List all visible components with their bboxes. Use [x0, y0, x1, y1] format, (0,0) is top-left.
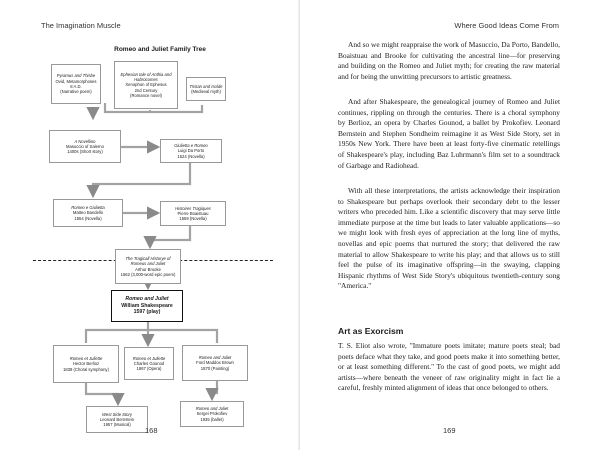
paragraph-text: And so we might reappraise the work of Masuccio, Da Porto, Bandello, Boaistuau and Brooke for cultivating the ancestral line—for preserving and building on the Romeo and Juliet myth; for creating the raw material and for being the unwitting precursors to artistic greatness. — [338, 40, 560, 81]
tree-node-masuccio — [49, 130, 121, 163]
connector-to-prokofiev — [212, 380, 217, 399]
tree-node-daporto — [160, 139, 222, 163]
node-title: Tristan and Isolde — [189, 83, 223, 89]
running-head-right: Where Good Ideas Come From — [454, 21, 559, 30]
tree-title: Romeo and Juliet Family Tree — [114, 46, 206, 53]
tree-node-tristan — [186, 77, 226, 101]
node-title: Histoires Tragiques — [175, 205, 211, 211]
connector-shakespeare-descendants — [86, 322, 217, 345]
node-line: Ovid, Metamorphoses — [55, 78, 97, 84]
node-line: Xenophon of Ephesus — [125, 82, 167, 88]
connector-daporto-bandello — [93, 162, 190, 196]
page-number-right: 169 — [443, 426, 456, 435]
node-line: 8 A.D. — [70, 84, 82, 89]
right-page — [300, 0, 600, 450]
tree-node-boaistuau — [160, 201, 226, 226]
node-line: Arthur Brooke — [135, 266, 161, 272]
running-head-left: The Imagination Muscle — [41, 21, 121, 30]
node-title: A Novellino — [74, 138, 96, 144]
tree-node-shakespeare — [111, 290, 183, 322]
paragraph-text: With all these interpretations, the artists acknowledge their inspiration to Shakespeare but perhaps overlook their secondary debt to the lesser writers who preceded him. Like a scientific discovery that may serve little immediate purpose at the time but leads to later valuable applications—so we might look with fresh eyes of appreciation at the long line of myths, novellas and epic poems that nurtured the story; that delivered the raw material to allow Shakespeare to write his play; and that allows us to still feel the pulse of its imaginative offspring—in the swaying, clapping Hispanic rhythms of West Side Story's ubiquitous twentieth-century song "America." — [338, 186, 560, 291]
node-line: 1400s (Short story) — [67, 149, 103, 155]
node-line: (Romance novel) — [130, 92, 162, 98]
paragraph — [338, 341, 560, 394]
node-line: 1867 (Opera) — [136, 366, 162, 372]
tree-node-berlioz — [53, 345, 119, 383]
tree-node-brooke — [115, 249, 181, 284]
tree-node-prokofiev — [180, 401, 244, 427]
tree-node-bandello — [53, 199, 123, 227]
node-line: Matteo Bandello — [72, 210, 104, 216]
node-line: Masuccio of Salerno — [66, 143, 104, 149]
connector-to-westside — [86, 382, 118, 404]
tree-node-ephesian — [114, 61, 178, 109]
node-title: Ephesian tale of Anthia and Habrocomes — [120, 71, 172, 83]
node-line: Ford Maddox Brown — [196, 360, 234, 366]
paragraph — [338, 97, 560, 171]
section-heading: Art as Exorcism — [338, 326, 404, 336]
tree-node-westside — [86, 406, 148, 433]
node-title: Romeo and Juliet — [125, 296, 169, 303]
node-line: Pierre Boaistuau — [177, 210, 209, 216]
node-line: 1597 (play) — [133, 309, 161, 316]
node-title: West Side Story — [102, 411, 132, 417]
paragraph — [338, 186, 560, 292]
node-line: 1839 (Choral symphony) — [63, 366, 109, 372]
node-title: Pyramus and Thisbe — [56, 73, 96, 79]
node-title: Romeo and Juliet — [198, 355, 232, 361]
node-title: Romeo et Juliette — [132, 355, 166, 361]
node-line: Luigi Da Porto — [177, 148, 205, 154]
node-line: 1559 (Novella) — [179, 216, 207, 222]
node-title: Romeo et Juliette — [69, 356, 103, 362]
paragraph-text: And after Shakespeare, the genealogical journey of Romeo and Juliet continues, rippling on through the centuries. There is a choral symphony by Berlioz, an opera by Charles Gounod, a ballet by Prokofiev. Leonard Bernstein and Stephen Sondheim reimagine it as West Side Story, set in 1950s New York. There have been at least forty-five cinematic retellings of Shakespeare's play, including Baz Luhrmann's film set to a soundtrack of Garbage and Radiohead. — [338, 97, 560, 170]
tree-node-pyramus — [51, 64, 101, 104]
node-line: (Narrative poem) — [60, 89, 92, 95]
node-line: 1957 (Musical) — [103, 422, 131, 428]
node-title: Romeo e Giulietta — [71, 205, 105, 211]
node-line: Charles Gounod — [133, 360, 165, 366]
page-number-left: 168 — [145, 426, 158, 435]
node-title: Giulietta e Romeo — [174, 143, 208, 149]
connector-boaistuau-brooke — [150, 226, 190, 247]
node-line: (Medieval myth) — [191, 89, 221, 94]
tree-node-gounod — [124, 347, 174, 380]
node-line: 1524 (Novella) — [177, 153, 205, 159]
node-line: Leonard Bernstein — [99, 416, 135, 422]
node-title: The Tragicall Historye of Romeus and Juliet — [125, 255, 171, 267]
node-title: Romeo and Juliet — [195, 406, 229, 412]
node-line: 1562 (3,000-word epic poem) — [120, 271, 176, 277]
paragraph — [338, 40, 560, 82]
node-line: 2nd Century — [134, 87, 158, 93]
paragraph-text: T. S. Eliot also wrote, "Immature poets imitate; mature poets steal; bad poets deface what they take, and good poets make it into something better, or at least something different." To the cast of good poets, we might add artists—where beneath the veneer of raw originality might in fact lie a careful, freshly minted alignment of ideas that once belonged to others. — [338, 341, 560, 393]
node-line: Hector Berlioz — [72, 361, 100, 367]
node-line: Sergei Prokofiev — [196, 411, 228, 417]
node-line: William Shakespeare — [121, 302, 173, 309]
node-line: 1870 (Painting) — [200, 365, 230, 371]
node-line: 1554 (Novella) — [74, 215, 102, 221]
tree-node-brown — [182, 345, 248, 381]
node-line: 1935 (ballet) — [200, 416, 224, 422]
